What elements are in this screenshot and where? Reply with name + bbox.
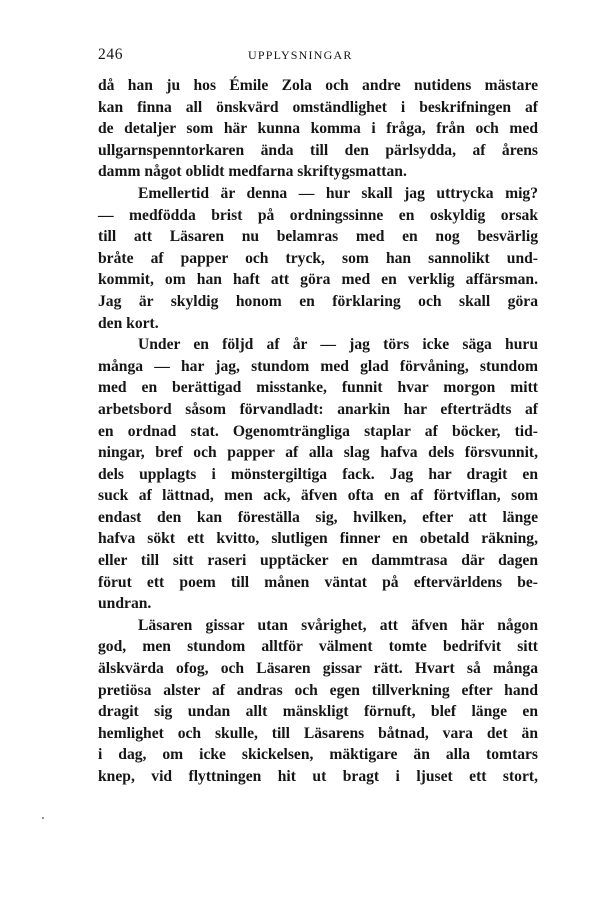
text-line: många — har jag, stundom med glad förvåning, stundom bbox=[98, 357, 538, 375]
text-line: kan finna all önskvärd omständlighet i beskrifningen af bbox=[98, 98, 538, 116]
text-line: bråte af papper och tryck, som han sannolikt und- bbox=[98, 249, 538, 267]
text-line: Läsaren gissar utan svårighet, att äfven här någon bbox=[138, 616, 538, 634]
text-line: suck af lättnad, men ack, äfven ofta en af förtviflan, som bbox=[98, 487, 538, 505]
text-line: Emellertid är denna — hur skall jag uttrycka mig? bbox=[138, 184, 538, 202]
paragraph bbox=[98, 334, 538, 615]
text-line: eller till sitt raseri upptäcker en dammtrasa där dagen bbox=[98, 552, 538, 570]
text-line: då han ju hos Émile Zola och andre nutidens mästare bbox=[98, 77, 538, 94]
text-line: damm något oblidt medfarna skriftygsmattan. bbox=[98, 163, 407, 181]
text-line: de detaljer som här kunna komma i fråga, från och med bbox=[98, 120, 538, 138]
text-line: förut ett poem till månen väntat på eftervärldens be- bbox=[98, 573, 538, 591]
text-line: hemlighet och skulle, till Läsarens båtnad, vara det än bbox=[98, 724, 538, 742]
text-line: kommit, om han haft att göra med en verklig affärsman. bbox=[98, 271, 538, 289]
text-line: Jag är skyldig honom en förklaring och skall göra bbox=[98, 292, 538, 310]
text-line: en ordnad stat. Ogenomträngliga staplar af böcker, tid- bbox=[98, 422, 538, 440]
body-text bbox=[98, 75, 538, 788]
text-line: knep, vid flyttningen hit ut bragt i ljuset ett stort, bbox=[98, 768, 538, 785]
paragraph bbox=[98, 183, 538, 334]
text-line: i dag, om icke skickelsen, mäktigare än alla tomtars bbox=[98, 746, 538, 764]
text-line: ningar, bref och papper af alla slag hafva dels försvunnit, bbox=[98, 444, 538, 462]
text-line: pretiösa alster af andras och egen tillverkning efter hand bbox=[98, 681, 538, 699]
text-line: den kort. bbox=[98, 314, 159, 332]
paragraph bbox=[98, 615, 538, 788]
text-line: — medfödda brist på ordningssinne en oskyldig orsak bbox=[98, 206, 538, 224]
text-line: dragit sig undan allt mänskligt förnuft, blef länge en bbox=[98, 703, 538, 721]
paragraph bbox=[98, 75, 538, 183]
text-line: endast den kan föreställa sig, hvilken, efter att länge bbox=[98, 508, 538, 526]
text-line: Under en följd af år — jag törs icke säga huru bbox=[138, 336, 538, 354]
text-line: med en berättigad misstanke, funnit hvar morgon mitt bbox=[98, 379, 538, 397]
page-header bbox=[98, 46, 538, 66]
running-head: UPPLYSNINGAR bbox=[248, 48, 353, 62]
text-line: till att Läsaren nu belamras med en nog besvärlig bbox=[98, 228, 538, 246]
page-number: 246 bbox=[98, 46, 124, 63]
text-line: ullgarnspenntorkaren ända till den pärlsydda, af årens bbox=[98, 141, 538, 159]
text-line: god, men stundom alltför välment tomte bedrifvit sitt bbox=[98, 638, 538, 656]
text-line: hafva sökt ett kvitto, slutligen finner en obetald räkning, bbox=[98, 530, 538, 548]
text-line: dels upplagts i mönstergiltiga fack. Jag har dragit en bbox=[98, 465, 538, 483]
text-line: älskvärda ofog, och Läsaren gissar rätt. Hvart så många bbox=[98, 660, 538, 678]
text-line: arbetsbord såsom förvandladt: anarkin har efterträdts af bbox=[98, 400, 538, 418]
scan-speck bbox=[42, 817, 44, 819]
text-line: undran. bbox=[98, 595, 152, 613]
